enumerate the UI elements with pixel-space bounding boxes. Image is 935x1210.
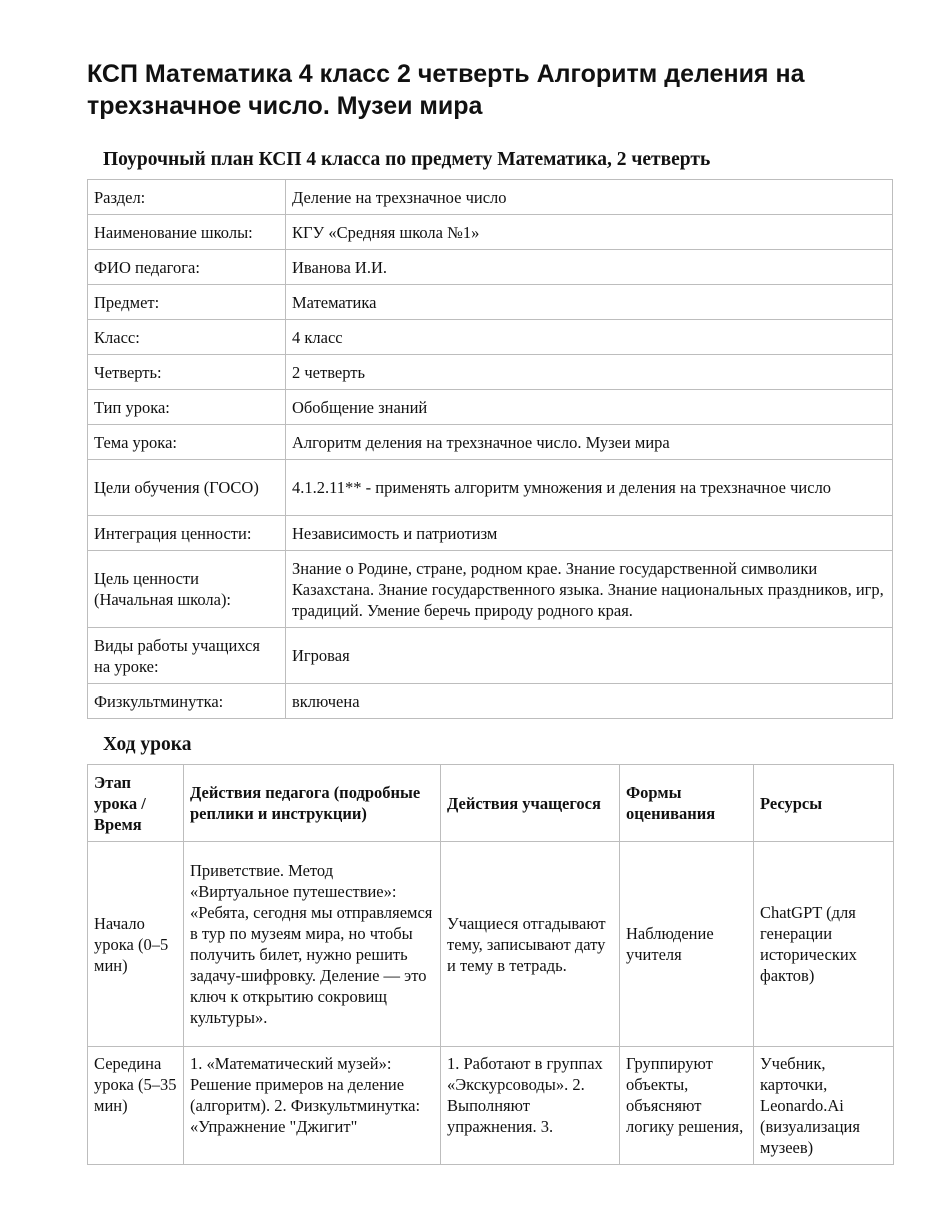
header-stage: Этап урока / Время [88,765,184,842]
teacher-actions-cell: Приветствие. Метод «Виртуальное путешествие»: «Ребята, сегодня мы отправляемся в тур по музеям мира, но чтобы получить билет, нужно решить задачу-шифровку. Деление — это ключ к открытию сокровищ культуры». [184,842,441,1047]
stage-cell: Середина урока (5–35 мин) [88,1047,184,1165]
info-key: Физкультминутка: [88,684,286,719]
info-key: Тип урока: [88,390,286,425]
header-assessment: Формы оценивания [620,765,754,842]
document-title: КСП Математика 4 класс 2 четверть Алгоритм деления на трехзначное число. Музеи мира [87,60,805,120]
info-value: КГУ «Средняя школа №1» [286,215,893,250]
info-value: Математика [286,285,893,320]
info-value: включена [286,684,893,719]
info-value: Обобщение знаний [286,390,893,425]
header-teacher-actions: Действия педагога (подробные реплики и инструкции) [184,765,441,842]
resources-cell: Учебник, карточки, Leonardo.Ai (визуализация музеев) [754,1047,894,1165]
assessment-cell: Группируют объекты, объясняют логику решения, [620,1047,754,1165]
info-key: Интеграция ценности: [88,516,286,551]
table-header-row [88,765,894,842]
info-value: 2 четверть [286,355,893,390]
info-key: Цели обучения (ГОСО) [88,460,286,516]
info-key: Тема урока: [88,425,286,460]
info-key: Четверть: [88,355,286,390]
info-value: 4.1.2.11** - применять алгоритм умножения и деления на трехзначное число [286,460,893,516]
lesson-flow-table [87,764,894,1165]
info-key: Наименование школы: [88,215,286,250]
info-value: Иванова И.И. [286,250,893,285]
plan-subtitle: Поурочный план КСП 4 класса по предмету Математика, 2 четверть [103,149,711,170]
teacher-actions-cell: 1. «Математический музей»: Решение примеров на деление (алгоритм). 2. Физкультминутка: «Упражнение "Джигит" [184,1047,441,1165]
info-value: Независимость и патриотизм [286,516,893,551]
header-resources: Ресурсы [754,765,894,842]
student-actions-cell: 1. Работают в группах «Экскурсоводы». 2. Выполняют упражнения. 3. [441,1047,620,1165]
lesson-flow-title: Ход урока [103,734,192,755]
stage-cell: Начало урока (0–5 мин) [88,842,184,1047]
info-value: 4 класс [286,320,893,355]
info-value: Знание о Родине, стране, родном крае. Знание государственной символики Казахстана. Знание государственного языка. Знание национальных праздников, игр, традиций. Умение беречь природу родного края. [286,551,893,628]
info-key: ФИО педагога: [88,250,286,285]
info-value: Деление на трехзначное число [286,180,893,215]
info-value: Алгоритм деления на трехзначное число. Музеи мира [286,425,893,460]
table-row [88,842,894,1047]
info-key: Цель ценности (Начальная школа): [88,551,286,628]
info-value: Игровая [286,628,893,684]
student-actions-cell: Учащиеся отгадывают тему, записывают дату и тему в тетрадь. [441,842,620,1047]
header-student-actions: Действия учащегося [441,765,620,842]
assessment-cell: Наблюдение учителя [620,842,754,1047]
info-key: Раздел: [88,180,286,215]
resources-cell: ChatGPT (для генерации исторических фактов) [754,842,894,1047]
info-key: Виды работы учащихся на уроке: [88,628,286,684]
table-row [88,1047,894,1165]
info-key: Предмет: [88,285,286,320]
info-key: Класс: [88,320,286,355]
